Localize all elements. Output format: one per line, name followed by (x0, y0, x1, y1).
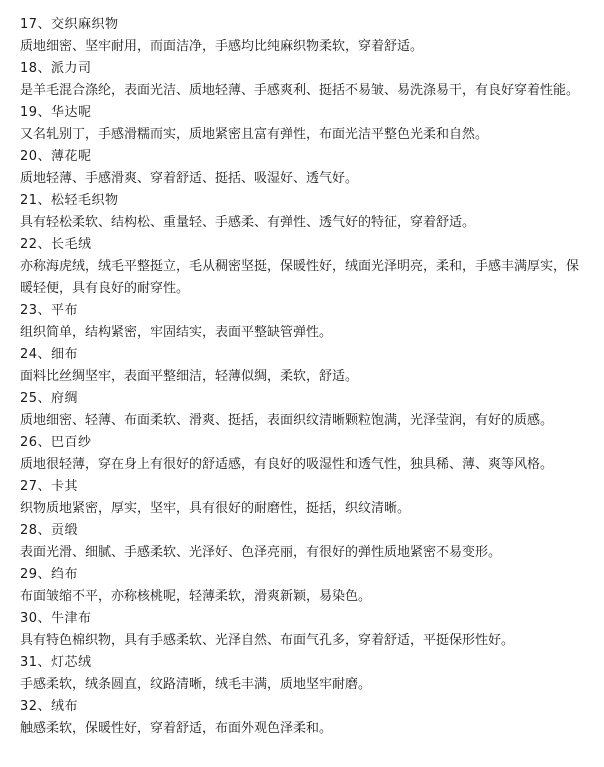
fabric-entry (20, 520, 590, 564)
fabric-entry (20, 102, 590, 146)
fabric-entry-title: 21、松轻毛织物 (20, 193, 119, 208)
fabric-entry-title: 25、府绸 (20, 391, 79, 406)
fabric-entry-description: 手感柔软，绒条圆直，纹路清晰，绒毛丰满，质地坚牢耐磨。 (20, 677, 372, 692)
fabric-entry-title: 28、贡缎 (20, 523, 79, 538)
fabric-entry (20, 564, 590, 608)
fabric-entry-description: 面料比丝绸坚牢，表面平整细洁，轻薄似绸，柔软，舒适。 (20, 369, 359, 384)
fabric-entry-title: 27、卡其 (20, 479, 79, 494)
fabric-entry-title: 19、华达呢 (20, 105, 92, 120)
fabric-entry (20, 14, 590, 58)
fabric-entry (20, 696, 590, 740)
fabric-entry-description: 具有轻松柔软、结构松、重量轻、手感柔、有弹性、透气好的特征，穿着舒适。 (20, 215, 476, 230)
fabric-entry-description: 质地很轻薄，穿在身上有很好的舒适感，有良好的吸湿性和透气性，独具稀、薄、爽等风格。 (20, 457, 554, 472)
fabric-entry (20, 58, 590, 102)
fabric-entry-description: 具有特色棉织物，具有手感柔软、光泽自然、布面气孔多，穿着舒适，平挺保形性好。 (20, 633, 515, 648)
fabric-entry-title: 17、交织麻织物 (20, 17, 119, 32)
fabric-entry (20, 344, 590, 388)
fabric-entry-description: 质地细密、轻薄、布面柔软、滑爽、挺括，表面织纹清晰颗粒饱满，光泽莹润，有好的质感。 (20, 413, 554, 428)
document-body (20, 14, 590, 740)
fabric-entry (20, 190, 590, 234)
fabric-entry (20, 476, 590, 520)
fabric-entry (20, 652, 590, 696)
fabric-entry-title: 26、巴百纱 (20, 435, 92, 450)
fabric-entry-description: 质地轻薄、手感滑爽、穿着舒适、挺括、吸湿好、透气好。 (20, 171, 359, 186)
fabric-entry-title: 32、绒布 (20, 699, 79, 714)
fabric-entry-title: 30、牛津布 (20, 611, 92, 626)
fabric-entry-description: 触感柔软，保暖性好，穿着舒适，布面外观色泽柔和。 (20, 721, 333, 736)
fabric-entry-description: 组织简单，结构紧密，牢固结实，表面平整缺管弹性。 (20, 325, 333, 340)
fabric-entry (20, 234, 590, 300)
fabric-entry-description: 表面光滑、细腻、手感柔软、光泽好、色泽亮丽，有很好的弹性质地紧密不易变形。 (20, 545, 502, 560)
fabric-entry-description: 织物质地紧密，厚实，坚牢，具有很好的耐磨性，挺括，织纹清晰。 (20, 501, 411, 516)
fabric-entry (20, 146, 590, 190)
fabric-entry-title: 24、细布 (20, 347, 79, 362)
fabric-entry-title: 22、长毛绒 (20, 237, 92, 252)
fabric-entry-description: 又名轧别丁，手感滑糯而实，质地紧密且富有弹性，布面光洁平整色光柔和自然。 (20, 127, 489, 142)
fabric-entry (20, 432, 590, 476)
fabric-entry (20, 608, 590, 652)
fabric-entry-description: 是羊毛混合涤纶，表面光洁、质地轻薄、手感爽利、挺括不易皱、易洗涤易干，有良好穿着性能。 (20, 83, 580, 98)
fabric-entry-title: 23、平布 (20, 303, 79, 318)
fabric-entry-title: 18、派力司 (20, 61, 92, 76)
fabric-entry-description: 质地细密、坚牢耐用，而面洁净，手感均比纯麻织物柔软，穿着舒适。 (20, 39, 424, 54)
fabric-entry-description: 布面皱缩不平，亦称核桃呢，轻薄柔软，滑爽新颖，易染色。 (20, 589, 372, 604)
fabric-entry-title: 20、薄花呢 (20, 149, 92, 164)
fabric-entry-title: 29、绉布 (20, 567, 79, 582)
fabric-entry-title: 31、灯芯绒 (20, 655, 92, 670)
fabric-entry-description: 亦称海虎绒，绒毛平整挺立，毛从稠密坚挺，保暖性好，绒面光泽明亮，柔和，手感丰满厚实，保暖轻便，具有良好的耐穿性。 (20, 259, 580, 296)
fabric-entry (20, 300, 590, 344)
fabric-entry (20, 388, 590, 432)
